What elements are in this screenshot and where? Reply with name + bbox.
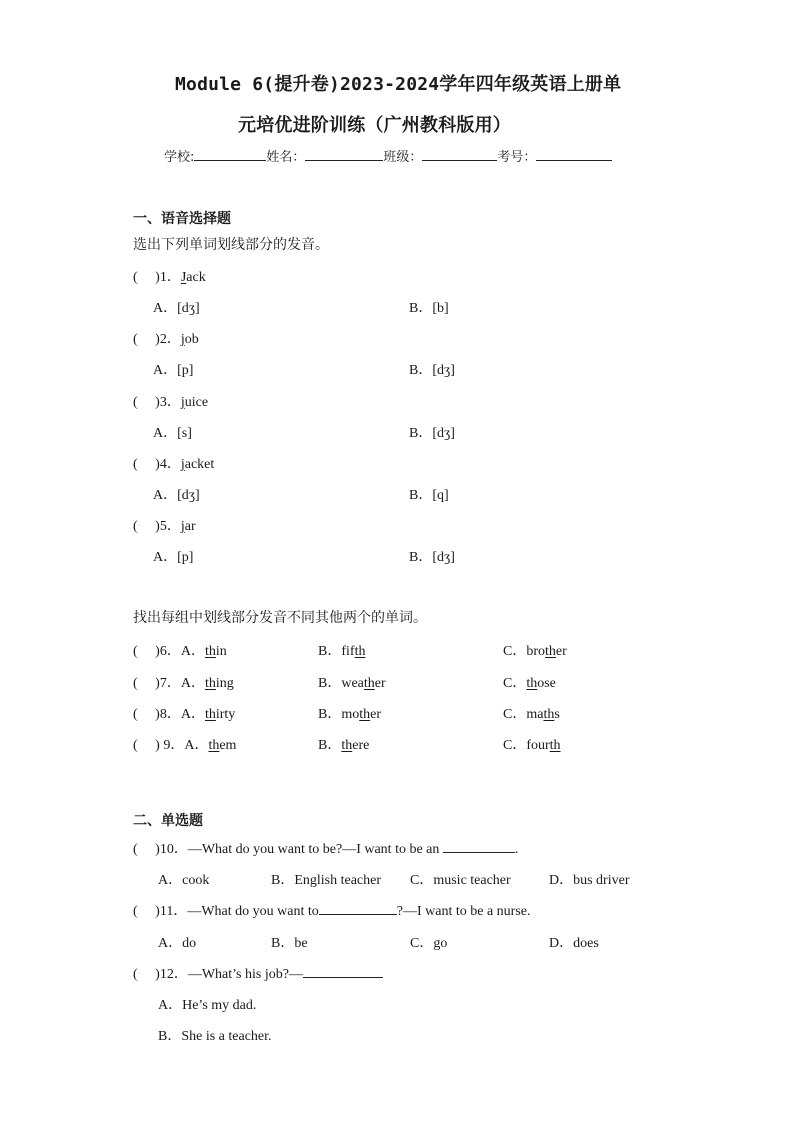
question-5-option-b[interactable]: B．[dʒ] [409, 550, 455, 565]
question-4-option-b[interactable]: B．[q] [409, 488, 449, 503]
question-number: )6．A． [155, 644, 205, 659]
question-2-option-a[interactable]: A．[p] [153, 363, 194, 378]
question-3-option-b[interactable]: B．[dʒ] [409, 426, 455, 441]
answer-blank[interactable] [443, 840, 515, 853]
underlined-letters: th [204, 707, 216, 722]
underlined-letters: th [545, 644, 556, 659]
answer-paren[interactable]: ( [133, 644, 156, 659]
question-10 [133, 838, 518, 858]
underlined-letter: j [180, 395, 185, 410]
section-1-heading: 一、语音选择题 [133, 211, 231, 227]
name-blank[interactable] [305, 148, 383, 161]
word-suffix: ar [184, 519, 196, 534]
question-number: )12． [155, 967, 188, 982]
question-6-option-b[interactable]: B．fifth [318, 644, 366, 659]
answer-paren[interactable]: ( ) [133, 270, 160, 285]
underlined-letter: J [180, 270, 187, 285]
question-9-option-c[interactable]: C．fourth [503, 738, 561, 753]
word-suffix: ob [184, 332, 199, 347]
question-4-option-a[interactable]: A．[dʒ] [153, 488, 200, 503]
question-1 [133, 266, 206, 286]
underlined-letters: th [363, 676, 375, 691]
question-number: 1． [159, 270, 181, 285]
answer-paren[interactable]: ( [133, 676, 156, 691]
question-7-option-c[interactable]: C．those [503, 676, 556, 691]
name-label: 姓名： [266, 150, 306, 165]
underlined-letters: th [204, 676, 216, 691]
answer-paren[interactable]: ( [133, 842, 156, 857]
question-11 [133, 900, 530, 920]
option-a-word[interactable]: them [208, 738, 237, 753]
question-1-option-b[interactable]: B．[b] [409, 301, 449, 316]
school-label: 学校: [164, 150, 195, 165]
answer-blank[interactable] [303, 965, 383, 978]
question-9 [133, 734, 236, 754]
answer-paren[interactable]: ( [133, 904, 156, 919]
word-suffix: uice [184, 395, 209, 410]
section-1-instruction-b: 找出每组中划线部分发音不同其他两个的单词。 [133, 610, 427, 626]
underlined-letter: j [180, 332, 185, 347]
q10-option-c[interactable]: C．music teacher [410, 873, 511, 888]
question-number: )10． [155, 842, 188, 857]
question-9-option-b[interactable]: B．there [318, 738, 370, 753]
question-6-option-c[interactable]: C．brother [503, 644, 567, 659]
answer-paren[interactable]: ( [133, 738, 156, 753]
answer-paren[interactable]: ( [133, 967, 156, 982]
word-suffix: acket [184, 457, 215, 472]
question-number: 4． [159, 457, 181, 472]
question-end: . [514, 842, 519, 857]
answer-paren[interactable]: ( ) [133, 457, 160, 472]
class-label: 班级： [383, 150, 423, 165]
q10-option-b[interactable]: B．English teacher [271, 873, 382, 888]
question-7 [133, 672, 234, 692]
question-number: )11． [155, 904, 188, 919]
q11-option-c[interactable]: C．go [410, 936, 448, 951]
question-number: )7．A． [155, 676, 205, 691]
question-2 [133, 328, 199, 348]
question-number: 3． [159, 395, 181, 410]
question-7-option-b[interactable]: B．weather [318, 676, 386, 691]
underlined-letters: th [526, 676, 538, 691]
underlined-letters: th [354, 644, 366, 659]
answer-blank[interactable] [319, 902, 397, 915]
question-text-2: ?—I want to be a nurse. [396, 904, 531, 919]
question-12 [133, 963, 383, 983]
title-line-1: Module 6(提升卷)2023-2024学年四年级英语上册单 [175, 74, 622, 95]
q10-option-a[interactable]: A．cook [158, 873, 210, 888]
q11-option-d[interactable]: D．does [549, 936, 599, 951]
title-line-2: 元培优进阶训练（广州教科版用） [238, 115, 511, 136]
answer-paren[interactable]: ( [133, 707, 156, 722]
exam-number-blank[interactable] [536, 148, 612, 161]
section-1-instruction-a: 选出下列单词划线部分的发音。 [133, 237, 329, 253]
option-a-word[interactable]: thin [204, 644, 227, 659]
question-3 [133, 391, 208, 411]
question-4 [133, 453, 214, 473]
student-info-row [164, 146, 612, 165]
underlined-letters: th [208, 738, 220, 753]
question-6 [133, 640, 227, 660]
q12-option-b[interactable]: B．She is a teacher. [158, 1029, 272, 1044]
answer-paren[interactable]: ( ) [133, 395, 160, 410]
question-1-option-a[interactable]: A．[dʒ] [153, 301, 200, 316]
question-number: 2． [159, 332, 181, 347]
question-8 [133, 703, 235, 723]
school-blank[interactable] [194, 148, 266, 161]
option-a-word[interactable]: thing [204, 676, 234, 691]
underlined-letters: th [359, 707, 371, 722]
word-suffix: ack [186, 270, 206, 285]
question-number: ) 9．A． [155, 738, 209, 753]
class-blank[interactable] [422, 148, 497, 161]
question-number: 5． [159, 519, 181, 534]
question-5-option-a[interactable]: A．[p] [153, 550, 194, 565]
q10-option-d[interactable]: D．bus driver [549, 873, 630, 888]
q11-option-b[interactable]: B．be [271, 936, 308, 951]
question-text-1: —What do you want to [187, 904, 319, 919]
answer-paren[interactable]: ( ) [133, 332, 160, 347]
question-8-option-c[interactable]: C．maths [503, 707, 560, 722]
question-3-option-a[interactable]: A．[s] [153, 426, 192, 441]
underlined-letters: th [204, 644, 216, 659]
question-text: —What’s his job?— [187, 967, 303, 982]
underlined-letters: th [549, 738, 561, 753]
question-number: )8．A． [155, 707, 205, 722]
question-text: —What do you want to be?—I want to be an [187, 842, 440, 857]
question-5 [133, 515, 196, 535]
q12-option-a[interactable]: A．He’s my dad. [158, 998, 257, 1013]
underlined-letter: j [180, 519, 185, 534]
question-2-option-b[interactable]: B．[dʒ] [409, 363, 455, 378]
exam-label: 考号： [497, 150, 537, 165]
underlined-letters: th [543, 707, 555, 722]
question-8-option-b[interactable]: B．mother [318, 707, 382, 722]
q11-option-a[interactable]: A．do [158, 936, 197, 951]
underlined-letter: j [180, 457, 185, 472]
underlined-letters: th [341, 738, 353, 753]
section-2-heading: 二、单选题 [133, 813, 203, 829]
option-a-word[interactable]: thirty [204, 707, 236, 722]
answer-paren[interactable]: ( ) [133, 519, 160, 534]
